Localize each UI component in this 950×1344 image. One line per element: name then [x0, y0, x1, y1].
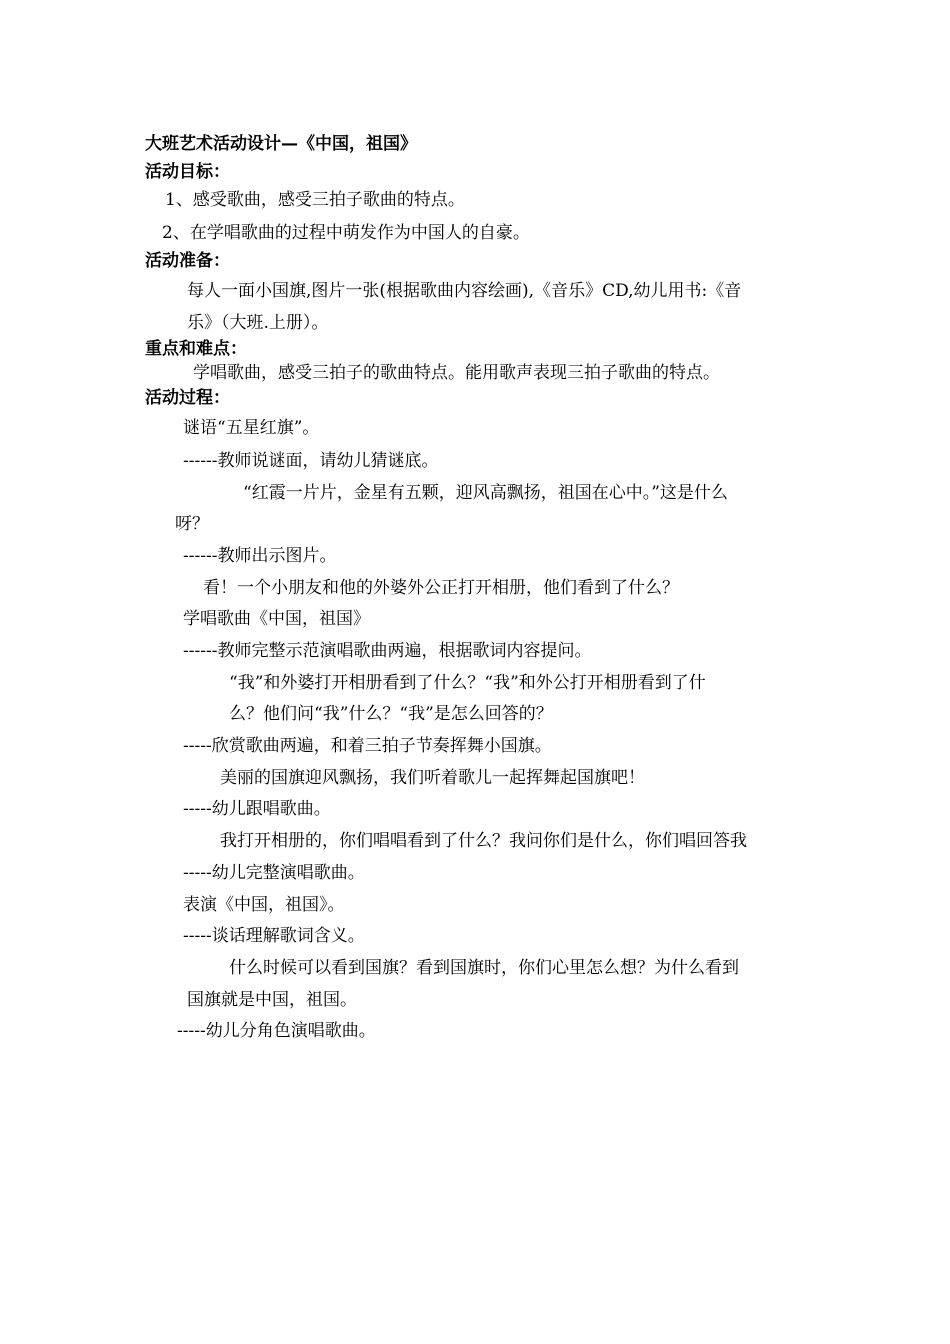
process-line: ------教师说谜面，请幼儿猜谜底。 — [183, 451, 439, 471]
preparation-text-line-1: 每人一面小国旗,图片一张(根据歌曲内容绘画),《音乐》CD,幼儿用书:《音 — [187, 281, 742, 301]
heading-key-points: 重点和难点： — [145, 339, 247, 359]
process-line: ------教师出示图片。 — [183, 546, 337, 566]
process-line: 表演《中国，祖国》。 — [183, 895, 345, 915]
key-points-text: 学唱歌曲，感受三拍子的歌曲特点。能用歌声表现三拍子歌曲的特点。 — [193, 363, 720, 383]
goal-item-1: 1、感受歌曲，感受三拍子歌曲的特点。 — [165, 190, 465, 210]
process-line: -----幼儿跟唱歌曲。 — [183, 799, 331, 819]
process-line: -----欣赏歌曲两遍，和着三拍子节奏挥舞小国旗。 — [183, 736, 552, 756]
process-line: -----幼儿分角色演唱歌曲。 — [177, 1021, 376, 1041]
document-title: 大班艺术活动设计—《中国，祖国》 — [145, 134, 417, 154]
heading-activity-preparation: 活动准备： — [145, 251, 230, 271]
process-line: “我”和外婆打开相册看到了什么？“我”和外公打开相册看到了什 — [229, 673, 706, 693]
heading-activity-process: 活动过程： — [145, 388, 230, 408]
heading-activity-goals: 活动目标： — [145, 162, 230, 182]
process-line: 谜语“五星红旗”。 — [183, 418, 320, 438]
process-line: -----谈话理解歌词含义。 — [183, 926, 365, 946]
process-line: 什么时候可以看到国旗？看到国旗时，你们心里怎么想？为什么看到 — [229, 958, 739, 978]
preparation-text-line-2: 乐》（大班.上册）。 — [187, 313, 329, 333]
process-line: 学唱歌曲《中国，祖国》 — [183, 609, 370, 629]
process-line: 美丽的国旗迎风飘扬，我们听着歌儿一起挥舞起国旗吧！ — [220, 768, 645, 788]
process-line: 呀？ — [175, 514, 209, 534]
process-line: “红霞一片片，金星有五颗，迎风高飘扬，祖国在心中。”这是什么 — [243, 483, 728, 503]
process-line: 看！一个小朋友和他的外婆外公正打开相册，他们看到了什么？ — [203, 578, 679, 598]
process-line: 么？他们问“我”什么？“我”是怎么回答的？ — [229, 704, 553, 724]
goal-item-2: 2、在学唱歌曲的过程中萌发作为中国人的自豪。 — [162, 223, 530, 243]
process-line: ------教师完整示范演唱歌曲两遍，根据歌词内容提问。 — [183, 641, 592, 661]
process-line: 我打开相册的，你们唱唱看到了什么？我问你们是什么，你们唱回答我 — [220, 831, 747, 851]
process-line: 国旗就是中国，祖国。 — [187, 990, 357, 1010]
process-line: -----幼儿完整演唱歌曲。 — [183, 863, 365, 883]
